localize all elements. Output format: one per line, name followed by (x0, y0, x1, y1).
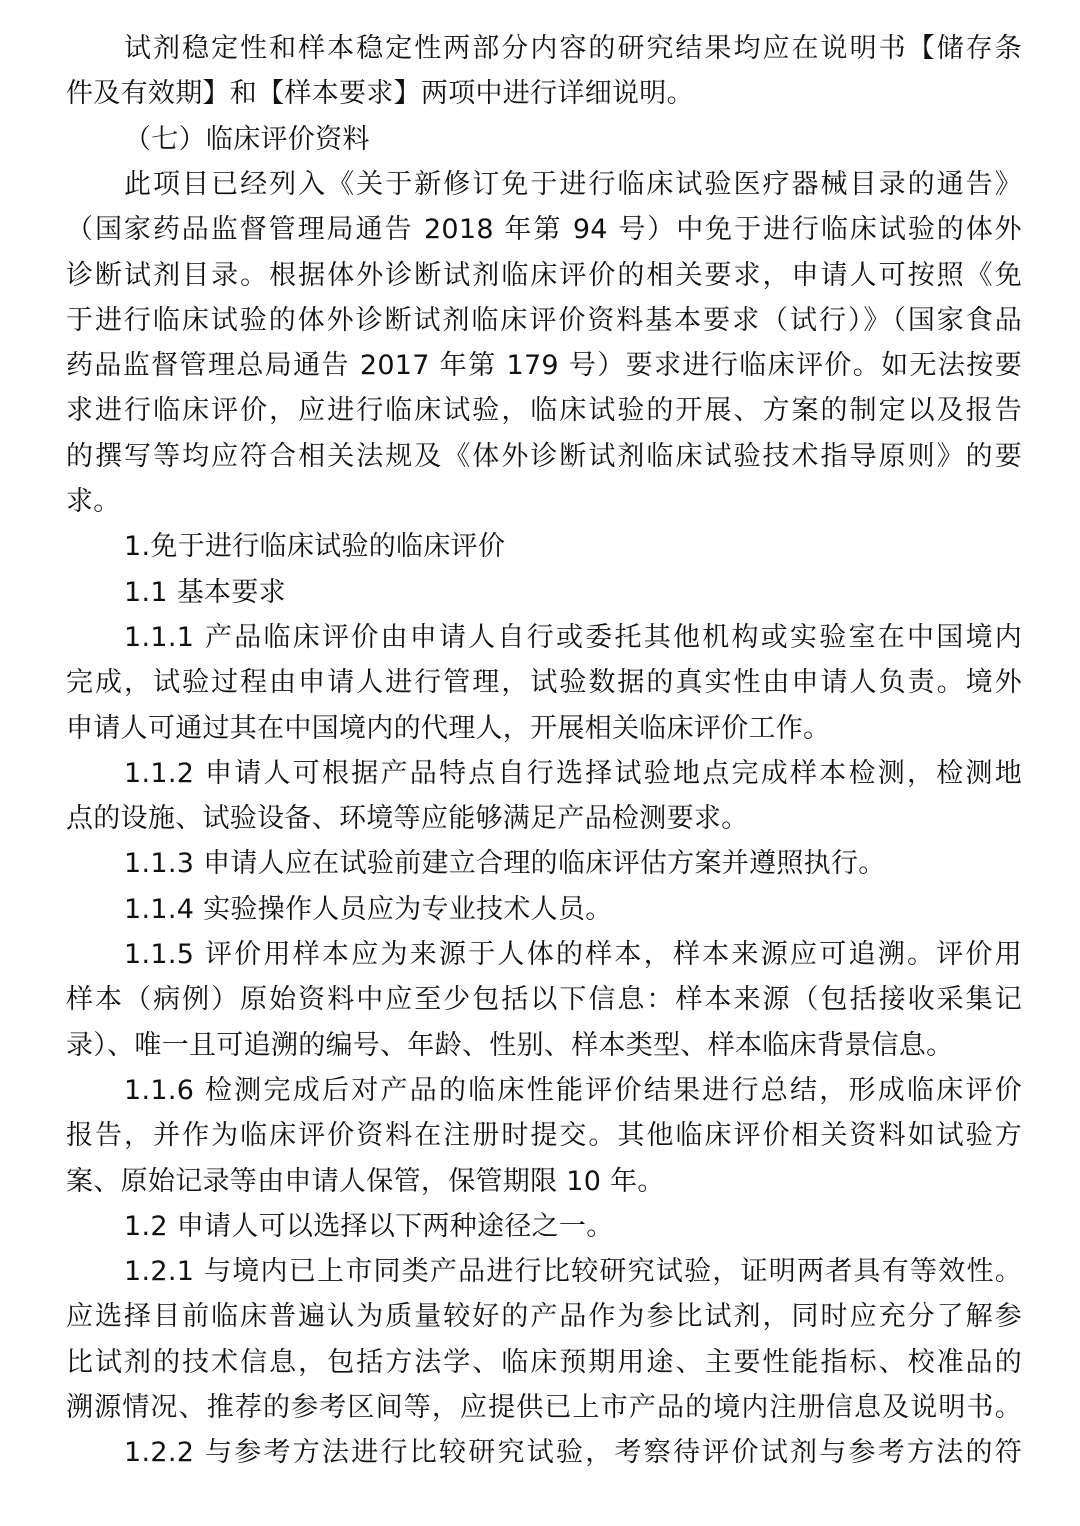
text-line: 比试剂的技术信息，包括方法学、临床预期用途、主要性能指标、校准品的 (66, 1346, 1022, 1378)
text-line: 1.1 基本要求 (124, 576, 286, 608)
text-line: 此项目已经列入《关于新修订免于进行临床试验医疗器械目录的通告》 (124, 168, 1022, 200)
text-line: 的撰写等均应符合相关法规及《体外诊断试剂临床试验技术指导原则》的要 (66, 440, 1022, 472)
text-line: 1.1.1 产品临床评价由申请人自行或委托其他机构或实验室在中国境内 (124, 621, 1022, 653)
text-line: 应选择目前临床普遍认为质量较好的产品作为参比试剂，同时应充分了解参 (66, 1301, 1022, 1333)
text-line: 试剂稳定性和样本稳定性两部分内容的研究结果均应在说明书【储存条 (124, 33, 1022, 64)
text-line: 溯源情况、推荐的参考区间等，应提供已上市产品的境内注册信息及说明书。 (66, 1392, 1022, 1423)
text-line: 1.2.2 与参考方法进行比较研究试验，考察待评价试剂与参考方法的符 (124, 1437, 1022, 1469)
text-line: 1.1.4 实验操作人员应为专业技术人员。 (124, 893, 613, 925)
text-line: 药品监督管理总局通告 2017 年第 179 号）要求进行临床评价。如无法按要 (66, 350, 1022, 382)
text-line: 1.1.5 评价用样本应为来源于人体的样本，样本来源应可追溯。评价用 (124, 939, 1022, 970)
text-line: 1.2.1 与境内已上市同类产品进行比较研究试验，证明两者具有等效性。 (124, 1256, 1022, 1288)
text-line: 申请人可通过其在中国境内的代理人，开展相关临床评价工作。 (66, 712, 831, 744)
text-line: 1.免于进行临床试验的临床评价 (124, 531, 506, 563)
text-line: 录）、唯一且可追溯的编号、年龄、性别、样本类型、样本临床背景信息。 (66, 1029, 954, 1061)
text-line: 求进行临床评价，应进行临床试验，临床试验的开展、方案的制定以及报告 (66, 395, 1022, 427)
text-line: 报告，并作为临床评价资料在注册时提交。其他临床评价相关资料如试验方 (66, 1120, 1022, 1152)
text-line: 点的设施、试验设备、环境等应能够满足产品检测要求。 (66, 803, 749, 835)
text-line: 案、原始记录等由申请人保管，保管期限 10 年。 (66, 1165, 665, 1197)
text-line: 件及有效期】和【样本要求】两项中进行详细说明。 (66, 78, 694, 110)
text-line: 1.1.6 检测完成后对产品的临床性能评价结果进行总结，形成临床评价 (124, 1074, 1022, 1106)
text-line: （国家药品监督管理局通告 2018 年第 94 号）中免于进行临床试验的体外 (66, 214, 1022, 246)
text-line: 于进行临床试验的体外诊断试剂临床评价资料基本要求（试行）》（国家食品 (66, 304, 1022, 336)
text-line: 完成，试验过程由申请人进行管理，试验数据的真实性由申请人负责。境外 (66, 667, 1022, 699)
text-line: 1.1.3 申请人应在试验前建立合理的临床评估方案并遵照执行。 (124, 848, 886, 880)
text-line: 1.1.2 申请人可根据产品特点自行选择试验地点完成样本检测，检测地 (124, 757, 1022, 789)
text-line: （七）临床评价资料 (124, 123, 370, 155)
text-line: 1.2 申请人可以选择以下两种途径之一。 (124, 1210, 614, 1242)
text-line: 诊断试剂目录。根据体外诊断试剂临床评价的相关要求，申请人可按照《免 (66, 259, 1022, 291)
text-line: 样本（病例）原始资料中应至少包括以下信息：样本来源（包括接收采集记 (66, 984, 1022, 1016)
text-line: 求。 (66, 486, 121, 517)
